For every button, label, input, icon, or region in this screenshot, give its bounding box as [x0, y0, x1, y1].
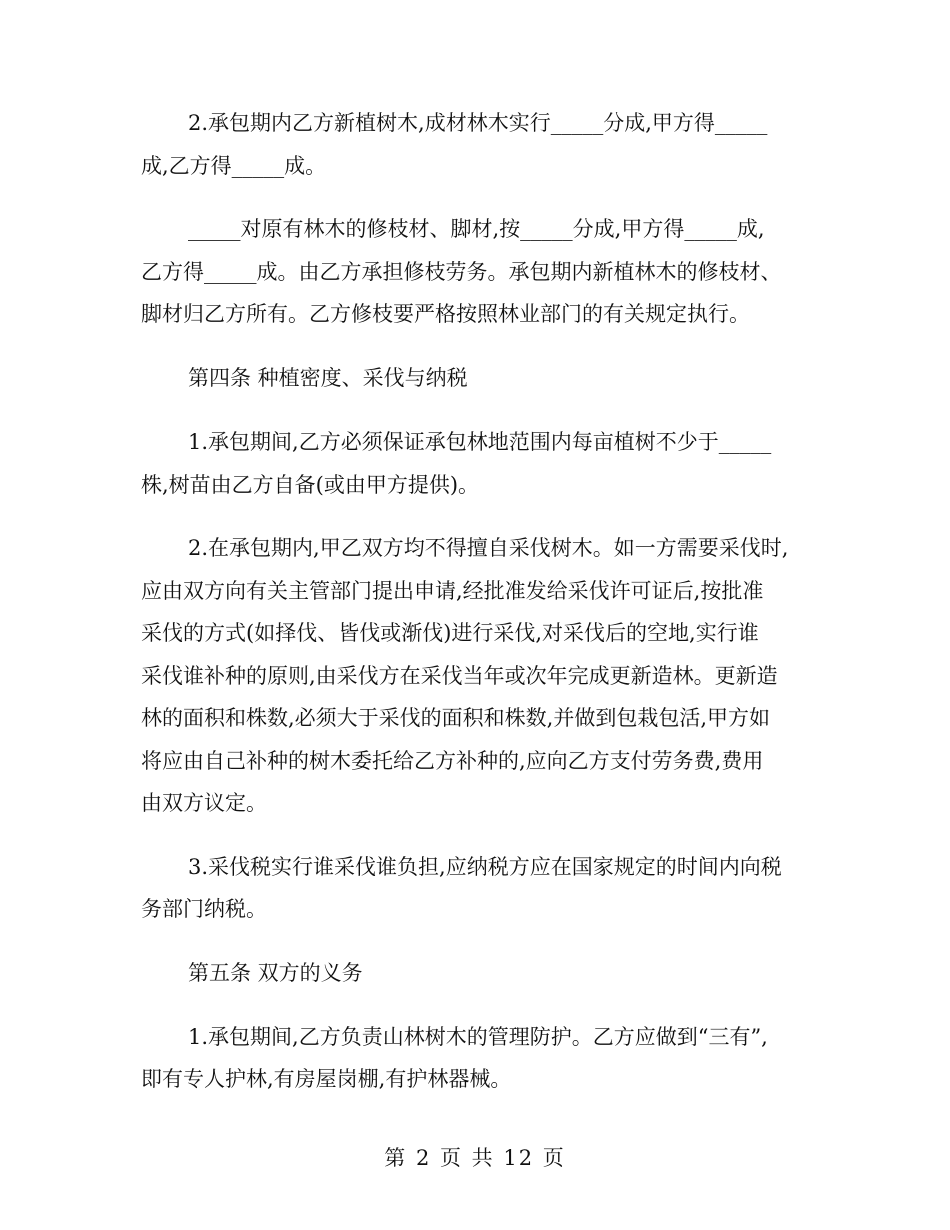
text-line: 1.承包期间,乙方负责山林树木的管理防护。乙方应做到“三有”,	[188, 1025, 768, 1049]
text-line: 务部门纳税。	[141, 897, 267, 921]
text-line: 脚材归乙方所有。乙方修枝要严格按照林业部门的有关规定执行。	[141, 302, 750, 326]
text-line: 采伐谁补种的原则,由采伐方在采伐当年或次年完成更新造林。更新造	[141, 664, 778, 688]
text-line: 成,乙方得_____成。	[141, 154, 327, 178]
section-heading: 第五条 双方的义务	[188, 961, 363, 985]
text-line: _____对原有林木的修枝材、脚材,按_____分成,甲方得_____成,	[188, 217, 765, 241]
text-line: 乙方得_____成。由乙方承担修枝劳务。承包期内新植林木的修枝材、	[141, 260, 782, 284]
text-line: 由双方议定。	[141, 791, 267, 815]
section-heading: 第四条 种植密度、采伐与纳税	[188, 366, 468, 390]
text-line: 将应由自己补种的树木委托给乙方补种的,应向乙方支付劳务费,费用	[141, 749, 764, 773]
text-line: 应由双方向有关主管部门提出申请,经批准发给采伐许可证后,按批准	[141, 579, 764, 603]
text-line: 3.采伐税实行谁采伐谁负担,应纳税方应在国家规定的时间内向税	[188, 855, 782, 879]
text-line: 即有专人护林,有房屋岗棚,有护林器械。	[141, 1067, 512, 1091]
page-number-footer: 第 2 页 共 12 页	[384, 1146, 566, 1170]
text-line: 株,树苗由乙方自备(或由甲方提供)。	[141, 473, 480, 497]
text-line: 2.在承包期内,甲乙双方均不得擅自采伐树木。如一方需要采伐时,	[188, 536, 789, 560]
text-line: 采伐的方式(如择伐、皆伐或渐伐)进行采伐,对采伐后的空地,实行谁	[141, 621, 759, 645]
text-line: 1.承包期间,乙方必须保证承包林地范围内每亩植树不少于_____	[188, 430, 772, 454]
text-line: 林的面积和株数,必须大于采伐的面积和株数,并做到包栽包活,甲方如	[141, 706, 771, 730]
text-line: 2.承包期内乙方新植树木,成材林木实行_____分成,甲方得_____	[188, 111, 768, 135]
